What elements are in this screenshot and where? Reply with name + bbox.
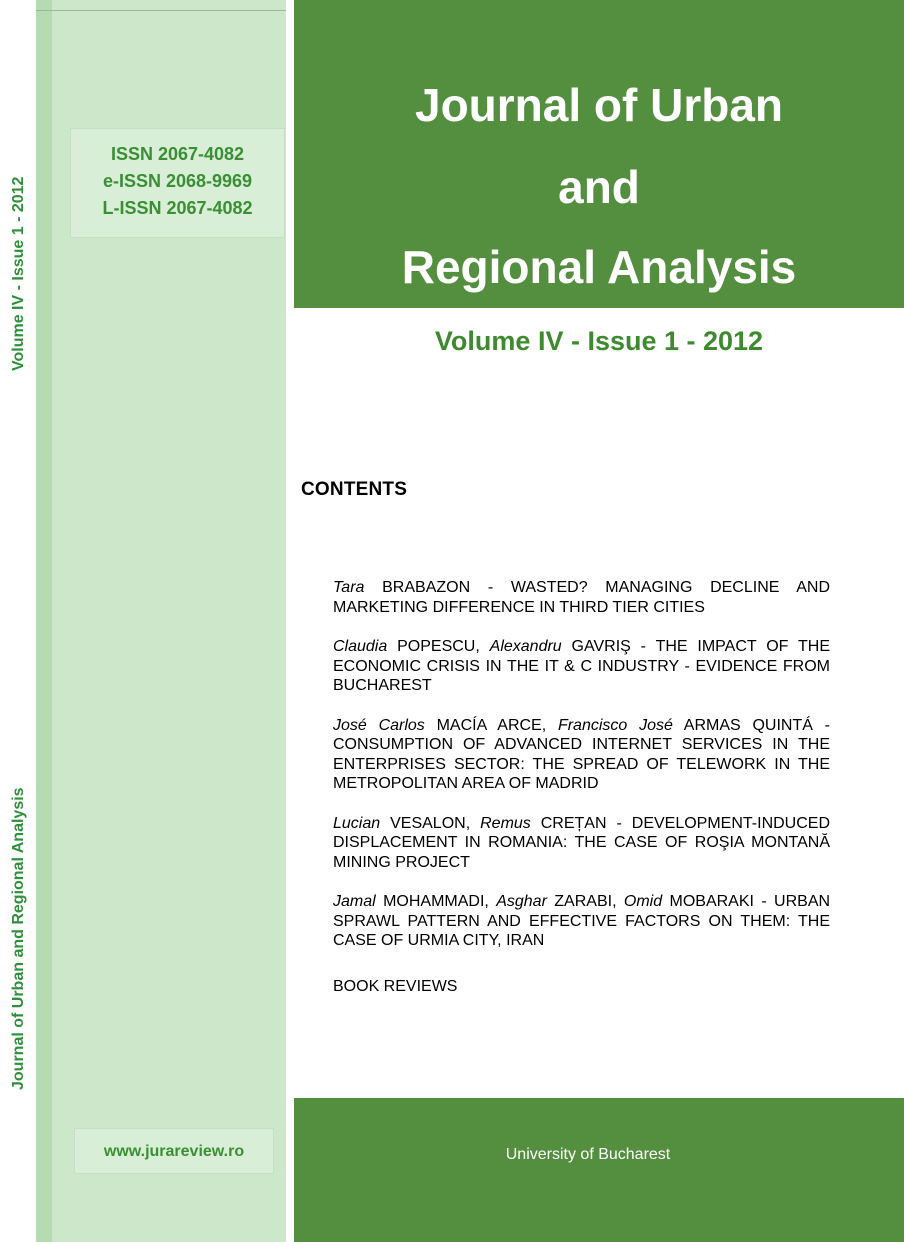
author-last-name: MACÍA ARCE (436, 716, 542, 734)
issn-linking: L-ISSN 2067-4082 (102, 198, 253, 218)
author-first-name: José Carlos (333, 716, 425, 734)
author-first-name: Asghar (496, 893, 547, 910)
journal-title-line-3: Regional Analysis (401, 241, 797, 293)
volume-issue-label: Volume IV - Issue 1 - 2012 (434, 326, 764, 356)
table-of-contents (333, 578, 830, 1016)
article-title: THE IMPACT OF THE ECONOMIC CRISIS IN THE IT & C INDUSTRY - EVIDENCE FROM BUCHAREST (333, 638, 830, 694)
toc-entry[interactable]: Jamal MOHAMMADI, Asghar ZARABI, Omid MOBARAKI - URBAN SPRAWL PATTERN AND EFFECTIVE FACTORS ON THEM: THE CASE OF URMIA CITY, IRAN (333, 893, 831, 949)
toc-entry[interactable]: José Carlos MACÍA ARCE, Francisco José ARMAS QUINTÁ - CONSUMPTION OF ADVANCED INTERNET SERVICES IN THE ENTERPRISES SECTOR: THE SPREAD OF TELEWORK IN THE METROPOLITAN AREA OF MADRID (333, 716, 830, 792)
author-last-name: GAVRIŞ (571, 638, 631, 655)
book-reviews-entry[interactable]: BOOK REVIEWS (333, 977, 458, 995)
website-link[interactable]: www.jurareview.ro (74, 1128, 274, 1174)
issn-electronic: e-ISSN 2068-9969 (102, 171, 253, 191)
author-first-name: Francisco José (557, 716, 673, 734)
article-title: DEVELOPMENT-INDUCED DISPLACEMENT IN ROMANIA: THE CASE OF ROŞIA MONTANĂ MINING PROJECT (333, 814, 831, 871)
sidebar-stripe (36, 0, 52, 1242)
article-title: URBAN SPRAWL PATTERN AND EFFECTIVE FACTORS ON THEM: THE CASE OF URMIA CITY, IRAN (333, 893, 831, 949)
author-last-name: CREȚAN (540, 814, 607, 832)
author-last-name: BRABAZON (382, 579, 471, 596)
author-last-name: MOBARAKI (669, 893, 754, 910)
contents-heading: CONTENTS (301, 479, 408, 500)
author-last-name: ZARABI (554, 893, 613, 910)
article-title: WASTED? MANAGING DECLINE AND MARKETING DIFFERENCE IN THIRD TIER CITIES (333, 579, 831, 616)
toc-entry[interactable]: Lucian VESALON, Remus CREȚAN - DEVELOPMENT-INDUCED DISPLACEMENT IN ROMANIA: THE CASE OF ROŞIA MONTANĂ MINING PROJECT (333, 814, 831, 871)
author-first-name: Remus (480, 814, 531, 832)
issn-box (70, 128, 285, 238)
author-last-name: ARMAS QUINTÁ (683, 716, 813, 734)
toc-entry[interactable]: Tara BRABAZON - WASTED? MANAGING DECLINE AND MARKETING DIFFERENCE IN THIRD TIER CITIES (333, 579, 831, 616)
spine (0, 0, 36, 1242)
toc-entry[interactable]: Claudia POPESCU, Alexandru GAVRIŞ - THE IMPACT OF THE ECONOMIC CRISIS IN THE IT & C INDUSTRY - EVIDENCE FROM BUCHAREST (333, 638, 830, 694)
article-title: CONSUMPTION OF ADVANCED INTERNET SERVICES IN THE ENTERPRISES SECTOR: THE SPREAD OF TELEWORK IN THE METROPOLITAN AREA OF MADRID (333, 736, 830, 792)
journal-title-line-1: Journal of Urban (414, 79, 784, 131)
spine-journal-text: Journal of Urban and Regional Analysis (10, 787, 27, 1090)
publisher-name: University of Bucharest (505, 1146, 671, 1163)
footer-band (294, 1098, 904, 1242)
author-first-name: Omid (623, 893, 663, 910)
author-first-name: Lucian (333, 814, 381, 832)
author-last-name: POPESCU (397, 638, 476, 655)
author-last-name: MOHAMMADI (383, 893, 485, 910)
issn-print: ISSN 2067-4082 (110, 144, 245, 164)
author-first-name: Tara (333, 579, 365, 596)
author-first-name: Claudia (333, 638, 388, 655)
author-first-name: Alexandru (489, 638, 562, 655)
sidebar-rule (36, 10, 286, 11)
author-first-name: Jamal (333, 893, 376, 910)
author-last-name: VESALON (390, 814, 466, 832)
spine-volume-text: Volume IV - Issue 1 - 2012 (10, 176, 27, 371)
journal-title-line-2: and (558, 161, 640, 213)
